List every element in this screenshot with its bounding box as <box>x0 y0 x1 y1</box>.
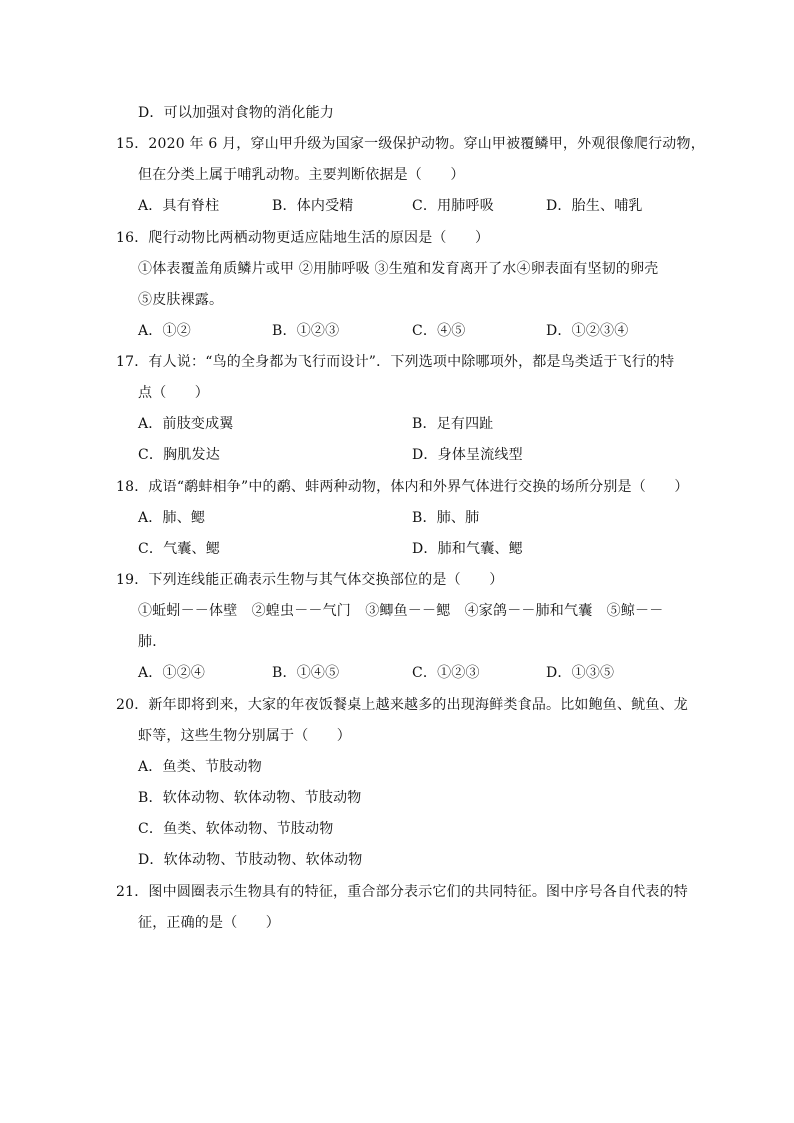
q19-items-line1: ①蚯蚓－－体壁 ②蝗虫－－气门 ③鲫鱼－－鳃 ④家鸽－－肺和气囊 ⑤鲸－－ <box>138 603 664 619</box>
q16-option-d: D．①②③④ <box>546 323 629 339</box>
q19-option-d: D．①③⑤ <box>546 665 615 681</box>
q20-option-c: C．鱼类、软体动物、节肢动物 <box>138 821 334 837</box>
q17-stem-line2: 点（ ） <box>138 385 209 401</box>
q19-option-b: B．①④⑤ <box>272 665 340 681</box>
q16-stem: 16．爬行动物比两栖动物更适应陆地生活的原因是（ ） <box>116 230 490 246</box>
q20-option-d: D．软体动物、节肢动物、软体动物 <box>138 852 363 868</box>
q17-option-d: D．身体呈流线型 <box>412 447 523 463</box>
q16-option-c: C．④⑤ <box>412 323 466 339</box>
q14-option-d: D．可以加强对食物的消化能力 <box>138 105 335 121</box>
q15-option-c: C．用肺呼吸 <box>412 198 494 214</box>
q19-option-a: A．①②④ <box>138 665 206 681</box>
q15-option-d: D．胎生、哺乳 <box>546 198 643 214</box>
q15-stem-line2: 但在分类上属于哺乳动物。主要判断依据是（ ） <box>138 167 465 183</box>
q16-items-line1: ①体表覆盖角质鳞片或甲 ②用肺呼吸 ③生殖和发育离开了水④卵表面有坚韧的卵壳 <box>138 261 659 277</box>
q15-option-b: B．体内受精 <box>272 198 354 214</box>
q18-option-d: D．肺和气囊、鳃 <box>412 541 523 557</box>
q16-option-b: B．①②③ <box>272 323 340 339</box>
q19-option-c: C．①②③ <box>412 665 480 681</box>
q20-option-b: B．软体动物、软体动物、节肢动物 <box>138 790 362 806</box>
q18-stem: 18．成语“鹬蚌相争”中的鹬、蚌两种动物，体内和外界气体进行交换的场所分别是（ ） <box>116 479 689 495</box>
q18-option-c: C．气囊、鳃 <box>138 541 220 557</box>
q21-stem-line2: 征，正确的是（ ） <box>138 915 280 931</box>
q15-option-a: A．具有脊柱 <box>138 198 220 214</box>
q20-option-a: A．鱼类、节肢动物 <box>138 759 262 775</box>
q19-items-line2: 肺． <box>138 634 167 650</box>
q20-stem-line1: 20．新年即将到来，大家的年夜饭餐桌上越来越多的出现海鲜类食品。比如鲍鱼、鱿鱼、龙 <box>116 697 689 713</box>
q21-stem-line1: 21．图中圆圈表示生物具有的特征，重合部分表示它们的共同特征。图中序号各自代表的特 <box>116 884 689 900</box>
q16-option-a: A．①② <box>138 323 191 339</box>
q17-stem-line1: 17．有人说：“鸟的全身都为飞行而设计”．下列选项中除哪项外，都是鸟类适于飞行的特 <box>116 354 675 370</box>
q18-option-a: A．肺、鳃 <box>138 510 206 526</box>
q16-items-line2: ⑤皮肤裸露。 <box>138 292 224 308</box>
q17-option-b: B．足有四趾 <box>412 416 494 432</box>
q20-stem-line2: 虾等，这些生物分别属于（ ） <box>138 728 351 744</box>
q18-option-b: B．肺、肺 <box>412 510 480 526</box>
q19-stem: 19．下列连线能正确表示生物与其气体交换部位的是（ ） <box>116 572 504 588</box>
q15-stem-line1: 15．2020 年 6 月，穿山甲升级为国家一级保护动物。穿山甲被覆鳞甲，外观很像爬行动物， <box>116 136 705 152</box>
q17-option-c: C．胸肌发达 <box>138 447 220 463</box>
q17-option-a: A．前肢变成翼 <box>138 416 234 432</box>
